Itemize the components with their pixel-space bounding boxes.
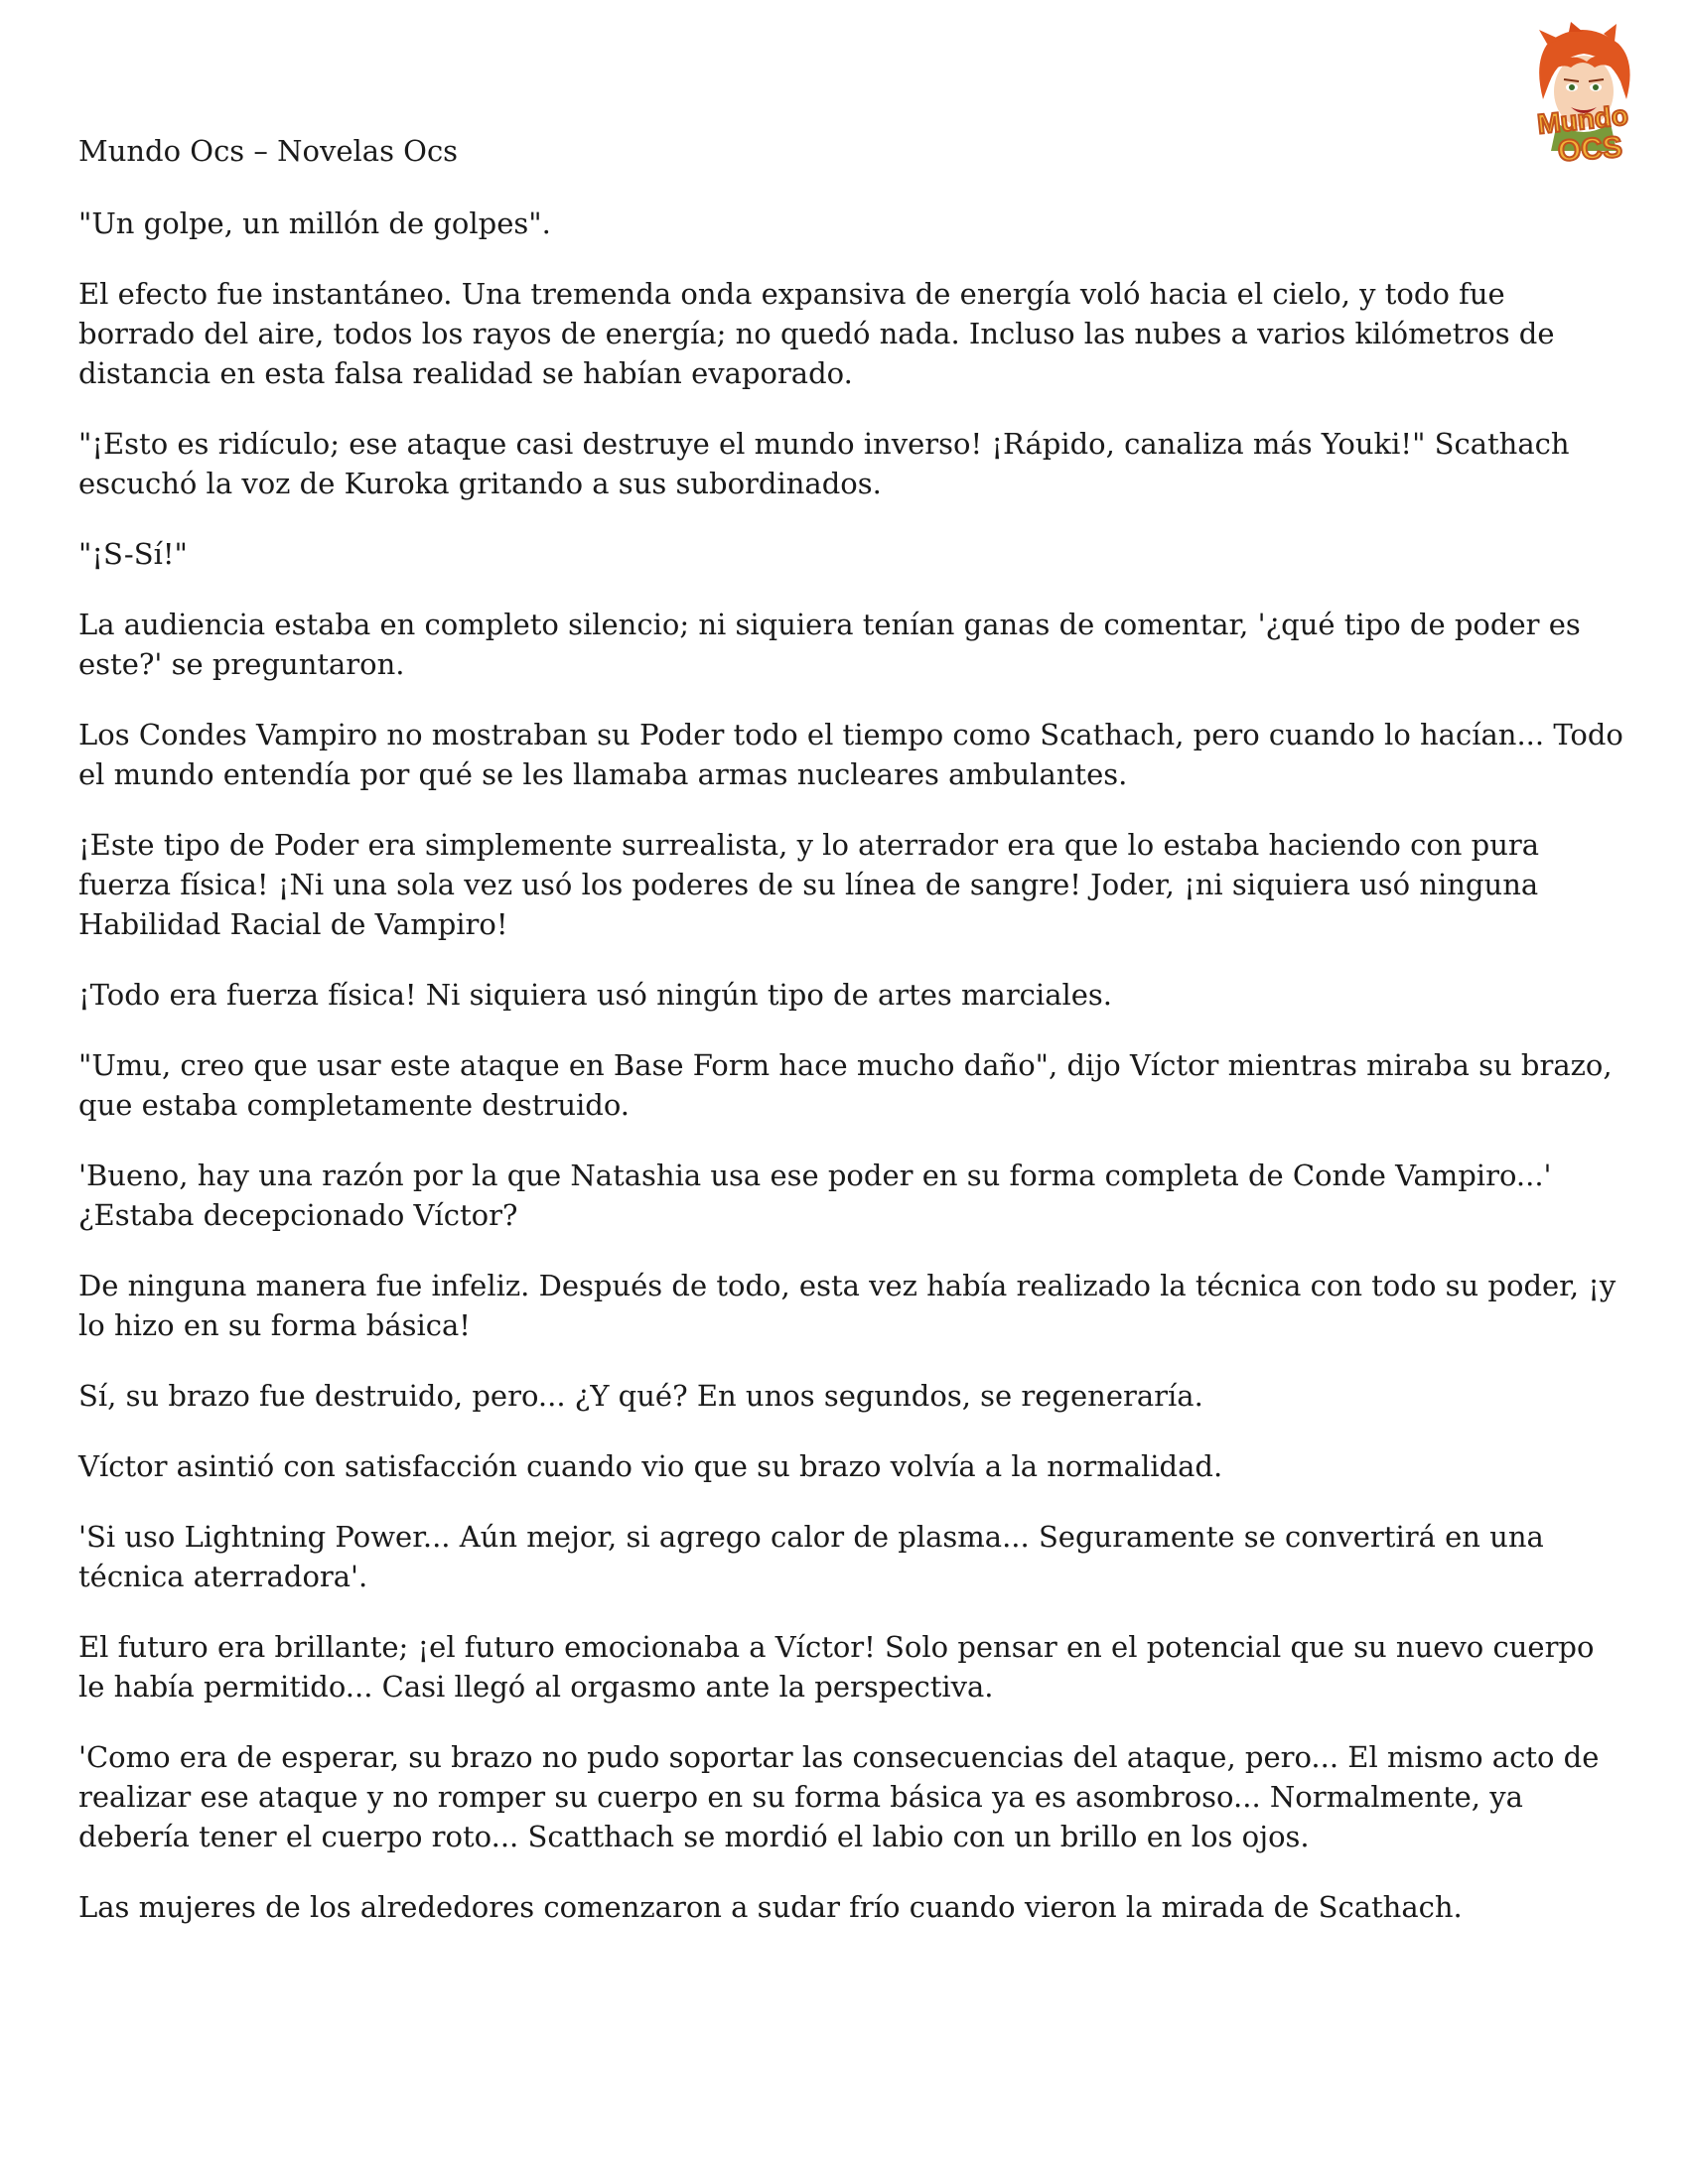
paragraph: El futuro era brillante; ¡el futuro emocionaba a Víctor! Solo pensar en el potencial que su nuevo cuerpo le había permitido... Casi llegó al orgasmo ante la perspectiva.	[78, 1630, 1595, 1704]
paragraph: De ninguna manera fue infeliz. Después de todo, esta vez había realizado la técnica con todo su poder, ¡y lo hizo en su forma básica!	[78, 1269, 1617, 1342]
mundo-ocs-logo-image	[1509, 22, 1658, 171]
paragraph: Las mujeres de los alrededores comenzaron a sudar frío cuando vieron la mirada de Scathach.	[78, 1890, 1463, 1924]
paragraph: 'Bueno, hay una razón por la que Natashia usa ese poder en su forma completa de Conde Vampiro...' ¿Estaba decepcionado Víctor?	[78, 1159, 1552, 1232]
paragraph: "Umu, creo que usar este ataque en Base Form hace mucho daño", dijo Víctor mientras miraba su brazo, que estaba completamente destruido.	[78, 1048, 1613, 1122]
paragraph: La audiencia estaba en completo silencio; ni siquiera tenían ganas de comentar, '¿qué tipo de poder es este?' se preguntaron.	[78, 608, 1581, 681]
document-body	[78, 204, 1627, 1958]
svg-text:OCS: OCS	[1556, 130, 1623, 169]
paragraph: Víctor asintió con satisfacción cuando vio que su brazo volvía a la normalidad.	[78, 1449, 1223, 1483]
paragraph: Los Condes Vampiro no mostraban su Poder todo el tiempo como Scathach, pero cuando lo hacían... Todo el mundo entendía por qué se les llamaba armas nucleares ambulantes.	[78, 718, 1623, 791]
mundo-ocs-logo	[1509, 22, 1658, 171]
paragraph: "Un golpe, un millón de golpes".	[78, 206, 551, 240]
paragraph: ¡Este tipo de Poder era simplemente surrealista, y lo aterrador era que lo estaba haciendo con pura fuerza física! ¡Ni una sola vez usó los poderes de su línea de sangre! Joder, ¡ni siquiera usó ninguna Habilidad Racial de Vampiro!	[78, 828, 1540, 941]
paragraph: El efecto fue instantáneo. Una tremenda onda expansiva de energía voló hacia el cielo, y todo fue borrado del aire, todos los rayos de energía; no quedó nada. Incluso las nubes a varios kilómetros de distancia en esta falsa realidad se habían evaporado.	[78, 277, 1555, 390]
paragraph: 'Si uso Lightning Power... Aún mejor, si agrego calor de plasma... Seguramente se convertirá en una técnica aterradora'.	[78, 1520, 1544, 1593]
paragraph: 'Como era de esperar, su brazo no pudo soportar las consecuencias del ataque, pero... El mismo acto de realizar ese ataque y no romper su cuerpo en su forma básica ya es asombroso... Normalmente, ya debería tener el cuerpo roto... Scatthach se mordió el labio con un brillo en los ojos.	[78, 1740, 1600, 1853]
paragraph: Sí, su brazo fue destruido, pero... ¿Y qué? En unos segundos, se regeneraría.	[78, 1379, 1203, 1413]
paragraph: ¡Todo era fuerza física! Ni siquiera usó ningún tipo de artes marciales.	[78, 978, 1113, 1012]
svg-text:Mundo: Mundo	[1535, 99, 1630, 140]
document-header: Mundo Ocs – Novelas Ocs	[78, 134, 459, 168]
paragraph: "¡Esto es ridículo; ese ataque casi destruye el mundo inverso! ¡Rápido, canaliza más Youki!" Scathach escuchó la voz de Kuroka gritando a sus subordinados.	[78, 427, 1570, 500]
paragraph: "¡S-Sí!"	[78, 537, 188, 571]
